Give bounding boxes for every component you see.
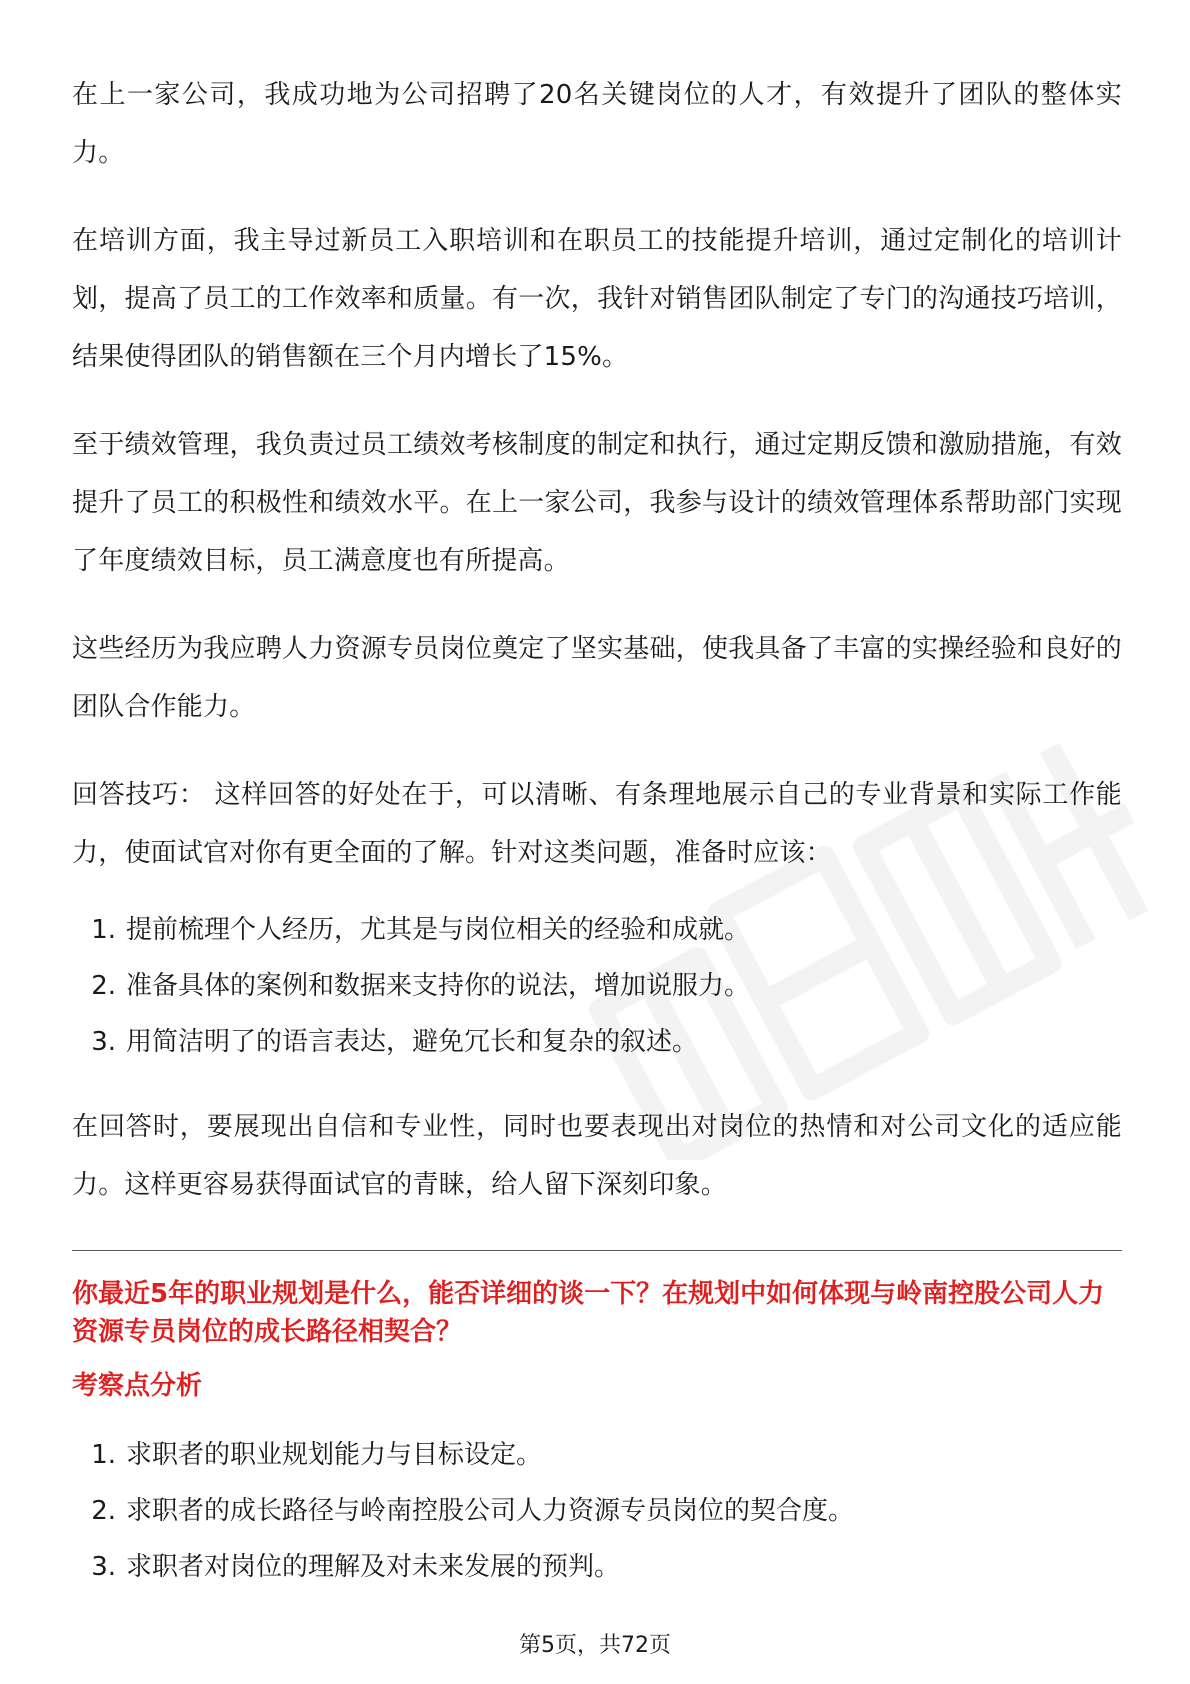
list-number: 1.: [91, 1440, 116, 1470]
list-text: 求职者的成长路径与岭南控股公司人力资源专员岗位的契合度。: [126, 1496, 855, 1526]
paragraph-training: 在培训方面，我主导过新员工入职培训和在职员工的技能提升培训，通过定制化的培训计划，提高了员工的工作效率和质量。有一次，我针对销售团队制定了专门的沟通技巧培训，结果使得团队的销售额在三个月内增长了15%。: [72, 226, 1122, 372]
section-divider: [72, 1250, 1122, 1251]
page-content: [72, 66, 1122, 1623]
list-text: 求职者对岗位的理解及对未来发展的预判。: [126, 1552, 621, 1582]
list-text: 准备具体的案例和数据来支持你的说法，增加说服力。: [126, 971, 751, 1001]
analysis-list: [72, 1427, 1122, 1595]
paragraph-performance: 至于绩效管理，我负责过员工绩效考核制度的制定和执行，通过定期反馈和激励措施，有效提升了员工的积极性和绩效水平。在上一家公司，我参与设计的绩效管理体系帮助部门实现了年度绩效目标，员工满意度也有所提高。: [72, 430, 1122, 576]
list-item: [72, 1483, 1122, 1539]
paragraph-summary: 这些经历为我应聘人力资源专员岗位奠定了坚实基础，使我具备了丰富的实操经验和良好的团队合作能力。: [72, 634, 1122, 722]
list-item: [72, 1427, 1122, 1483]
tips-list: [72, 902, 1122, 1070]
analysis-heading: 考察点分析: [72, 1371, 203, 1401]
list-item: [72, 902, 1122, 958]
paragraph-recruitment: 在上一家公司，我成功地为公司招聘了20名关键岗位的人才，有效提升了团队的整体实力。: [72, 80, 1122, 168]
page-footer: 第5页，共72页: [519, 1633, 671, 1658]
list-text: 求职者的职业规划能力与目标设定。: [126, 1440, 543, 1470]
list-number: 2.: [91, 971, 116, 1001]
paragraph-closing: 在回答时，要展现出自信和专业性，同时也要表现出对岗位的热情和对公司文化的适应能力。这样更容易获得面试官的青睐，给人留下深刻印象。: [72, 1112, 1122, 1200]
list-item: [72, 958, 1122, 1014]
list-text: 提前梳理个人经历，尤其是与岗位相关的经验和成就。: [126, 915, 751, 945]
list-number: 3.: [91, 1027, 116, 1057]
list-item: [72, 1539, 1122, 1595]
list-item: [72, 1014, 1122, 1070]
list-number: 1.: [91, 915, 116, 945]
paragraph-answer-tips: 回答技巧： 这样回答的好处在于，可以清晰、有条理地展示自己的专业背景和实际工作能力，使面试官对你有更全面的了解。针对这类问题，准备时应该：: [72, 780, 1123, 868]
list-number: 2.: [91, 1496, 116, 1526]
list-text: 用简洁明了的语言表达，避免冗长和复杂的叙述。: [126, 1027, 699, 1057]
question-heading: 你最近5年的职业规划是什么，能否详细的谈一下？在规划中如何体现与岭南控股公司人力资源专员岗位的成长路径相契合？: [72, 1279, 1105, 1347]
list-number: 3.: [91, 1552, 116, 1582]
